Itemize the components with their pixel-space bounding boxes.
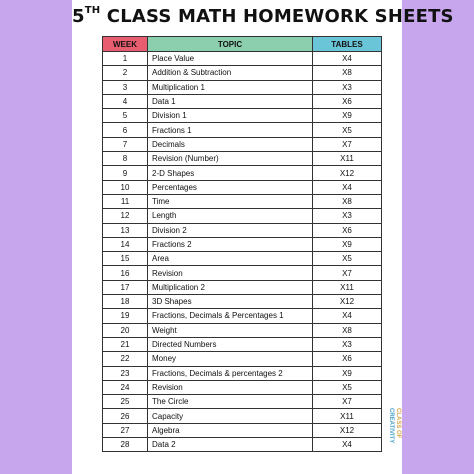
week-cell: 24 [103, 380, 148, 394]
table-body [103, 52, 382, 452]
week-cell: 16 [103, 266, 148, 280]
week-cell: 10 [103, 180, 148, 194]
table-row [103, 323, 382, 337]
title-text: CLASS MATH HOMEWORK SHEETS [106, 6, 454, 27]
week-cell: 8 [103, 152, 148, 166]
tables-cell: X12 [313, 423, 382, 437]
logo-line2: CREATIVITY [388, 408, 394, 444]
week-cell: 9 [103, 166, 148, 180]
week-cell: 26 [103, 409, 148, 423]
tables-cell: X6 [313, 352, 382, 366]
week-cell: 3 [103, 80, 148, 94]
table-row [103, 423, 382, 437]
week-cell: 13 [103, 223, 148, 237]
header-week: WEEK [103, 37, 148, 52]
title-grade: 5 [72, 6, 85, 27]
topic-cell: Time [148, 194, 313, 208]
week-cell: 12 [103, 209, 148, 223]
homework-sheet [72, 0, 454, 474]
topic-cell: Length [148, 209, 313, 223]
week-cell: 11 [103, 194, 148, 208]
tables-cell: X5 [313, 252, 382, 266]
header-topic: TOPIC [148, 37, 313, 52]
homework-table [102, 36, 382, 452]
title-grade-suffix: TH [84, 5, 101, 16]
table-row [103, 52, 382, 66]
table-row [103, 295, 382, 309]
topic-cell: Decimals [148, 137, 313, 151]
topic-cell: Addition & Subtraction [148, 66, 313, 80]
topic-cell: Area [148, 252, 313, 266]
week-cell: 19 [103, 309, 148, 323]
week-cell: 6 [103, 123, 148, 137]
topic-cell: Revision [148, 380, 313, 394]
table-row [103, 223, 382, 237]
week-cell: 7 [103, 137, 148, 151]
table-row [103, 252, 382, 266]
topic-cell: Percentages [148, 180, 313, 194]
table-row [103, 166, 382, 180]
tables-cell: X4 [313, 180, 382, 194]
tables-cell: X7 [313, 137, 382, 151]
topic-cell: Multiplication 1 [148, 80, 313, 94]
table-row [103, 309, 382, 323]
week-cell: 20 [103, 323, 148, 337]
topic-cell: Data 2 [148, 438, 313, 452]
table-row [103, 409, 382, 423]
table-row [103, 123, 382, 137]
table-row [103, 80, 382, 94]
topic-cell: Place Value [148, 52, 313, 66]
week-cell: 28 [103, 438, 148, 452]
tables-cell: X4 [313, 52, 382, 66]
table-row [103, 152, 382, 166]
table-row [103, 337, 382, 351]
topic-cell: Algebra [148, 423, 313, 437]
table-row [103, 66, 382, 80]
table-row [103, 352, 382, 366]
week-cell: 4 [103, 94, 148, 108]
tables-cell: X8 [313, 194, 382, 208]
topic-cell: Revision (Number) [148, 152, 313, 166]
table-row [103, 266, 382, 280]
tables-cell: X11 [313, 280, 382, 294]
topic-cell: Division 2 [148, 223, 313, 237]
topic-cell: Fractions, Decimals & percentages 2 [148, 366, 313, 380]
week-cell: 14 [103, 237, 148, 251]
tables-cell: X11 [313, 409, 382, 423]
tables-cell: X5 [313, 380, 382, 394]
week-cell: 5 [103, 109, 148, 123]
table-row [103, 237, 382, 251]
tables-cell: X3 [313, 80, 382, 94]
page-title [72, 5, 454, 34]
topic-cell: Data 1 [148, 94, 313, 108]
table-header-row [103, 37, 382, 52]
tables-cell: X12 [313, 295, 382, 309]
topic-cell: Fractions 1 [148, 123, 313, 137]
topic-cell: Multiplication 2 [148, 280, 313, 294]
topic-cell: 2-D Shapes [148, 166, 313, 180]
tables-cell: X9 [313, 237, 382, 251]
table-row [103, 438, 382, 452]
table-row [103, 209, 382, 223]
tables-cell: X11 [313, 152, 382, 166]
week-cell: 17 [103, 280, 148, 294]
topic-cell: Fractions, Decimals & Percentages 1 [148, 309, 313, 323]
week-cell: 1 [103, 52, 148, 66]
week-cell: 18 [103, 295, 148, 309]
tables-cell: X3 [313, 209, 382, 223]
topic-cell: Division 1 [148, 109, 313, 123]
table-row [103, 94, 382, 108]
topic-cell: Revision [148, 266, 313, 280]
table-row [103, 380, 382, 394]
tables-cell: X4 [313, 309, 382, 323]
table-row [103, 109, 382, 123]
week-cell: 2 [103, 66, 148, 80]
tables-cell: X8 [313, 323, 382, 337]
tables-cell: X12 [313, 166, 382, 180]
tables-cell: X6 [313, 94, 382, 108]
table-row [103, 280, 382, 294]
week-cell: 25 [103, 395, 148, 409]
week-cell: 22 [103, 352, 148, 366]
logo-line1: CLASS OF [395, 408, 401, 439]
topic-cell: Money [148, 352, 313, 366]
topic-cell: 3D Shapes [148, 295, 313, 309]
tables-cell: X4 [313, 438, 382, 452]
table-row [103, 395, 382, 409]
week-cell: 21 [103, 337, 148, 351]
topic-cell: Capacity [148, 409, 313, 423]
topic-cell: The Circle [148, 395, 313, 409]
tables-cell: X7 [313, 395, 382, 409]
topic-cell: Weight [148, 323, 313, 337]
tables-cell: X7 [313, 266, 382, 280]
table-row [103, 137, 382, 151]
topic-cell: Directed Numbers [148, 337, 313, 351]
tables-cell: X9 [313, 366, 382, 380]
table-row [103, 366, 382, 380]
topic-cell: Fractions 2 [148, 237, 313, 251]
week-cell: 27 [103, 423, 148, 437]
tables-cell: X3 [313, 337, 382, 351]
header-tables: TABLES [313, 37, 382, 52]
week-cell: 15 [103, 252, 148, 266]
tables-cell: X8 [313, 66, 382, 80]
tables-cell: X5 [313, 123, 382, 137]
tables-cell: X9 [313, 109, 382, 123]
tables-cell: X6 [313, 223, 382, 237]
brand-logo [387, 408, 401, 464]
week-cell: 23 [103, 366, 148, 380]
table-row [103, 180, 382, 194]
table-row [103, 194, 382, 208]
